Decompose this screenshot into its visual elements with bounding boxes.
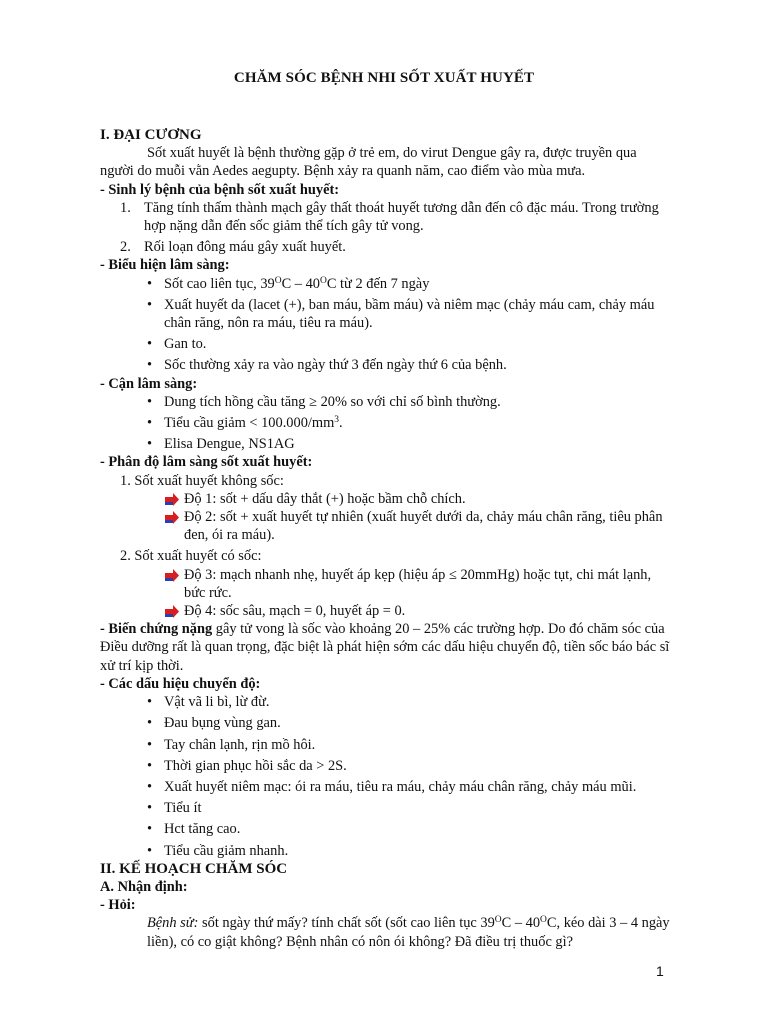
history-paragraph: Bệnh sử: sốt ngày thứ mấy? tính chất sốt (sốt cao liên tục $39^OC - 40^OC$, kéo dài 3 – 4 ngày liền), có co giật không? Bệnh nhân có nôn ói không? Đã điều trị thuốc gì? [147, 915, 670, 950]
bullet-icon: • [147, 800, 153, 817]
bullet-icon: • [147, 842, 153, 859]
bullet-icon: • [147, 694, 153, 711]
bullet-text: Thời gian phục hồi sắc da > 2S. [164, 757, 347, 774]
document-body [100, 126, 670, 951]
history-label: Bệnh sử: [147, 915, 199, 932]
bullet-item [100, 820, 670, 838]
bullet-item [100, 356, 670, 374]
bullet-item [100, 296, 670, 332]
item-number: 1. [120, 199, 131, 216]
bullet-text: Tiểu ít [164, 800, 202, 817]
numbered-item [100, 238, 670, 256]
grade-text: Độ 1: sốt + dấu dây thắt (+) hoặc bầm chỗ chích. [184, 490, 466, 507]
bullet-icon: • [147, 736, 153, 753]
arrow-icon [164, 511, 180, 524]
grade-text: Độ 4: sốc sâu, mạch = 0, huyết áp = 0. [184, 603, 406, 620]
bullet-icon: • [147, 778, 153, 795]
bullet-text: Tiểu cầu giảm nhanh. [164, 842, 289, 859]
bullet-item [100, 335, 670, 353]
item-text: Rối loạn đông máu gây xuất huyết. [144, 239, 346, 256]
bullet-text: Gan to. [164, 336, 207, 353]
bullet-text: Elisa Dengue, NS1AG [164, 436, 295, 453]
item-number: 2. [120, 239, 131, 256]
grading-group-1: 1. Sốt xuất huyết không sốc: [120, 472, 284, 489]
arrow-icon [164, 605, 180, 618]
bullet-icon: • [147, 336, 153, 353]
arrow-icon [164, 493, 180, 506]
item-text: Tăng tính thấm thành mạch gây thất thoát huyết tương dẫn đến cô đặc máu. Trong trường hợp nặng dẫn đến sốc giảm thể tích gây tử vong. [144, 199, 659, 235]
bullet-icon: • [147, 436, 153, 453]
bullet-icon: • [147, 296, 153, 313]
grade-text: Độ 2: sốt + xuất huyết tự nhiên (xuất huyết dưới da, chảy máu chân răng, tiêu phân đen, ói ra máu). [184, 509, 663, 544]
assessment-heading: A. Nhận định: [100, 878, 188, 895]
platelet-text: Tiểu cầu giảm < $100.000/mm^3$. [164, 415, 343, 432]
complication-paragraph [100, 620, 670, 675]
bullet-item [100, 757, 670, 775]
bullet-item [100, 414, 670, 432]
bullet-text: Tay chân lạnh, rịn mồ hôi. [164, 736, 316, 753]
fever-text: Sốt cao liên tục, $39^OC - 40^OC$ từ 2 đến 7 ngày [164, 275, 430, 292]
bullet-text: Hct tăng cao. [164, 821, 241, 838]
bullet-text: Vật vã li bì, lừ đừ. [164, 694, 270, 711]
bullet-item [100, 435, 670, 453]
bullet-item [100, 778, 670, 796]
lab-heading: - Cận lâm sàng: [100, 375, 198, 392]
complication-text: gây tử vong là sốc vào khoảng 20 – 25% các trường hợp. Do đó chăm sóc của Điều dưỡng rất là quan trọng, đặc biệt là phát hiện sớm các dấu hiệu chuyển độ, tiền sốc báo bác sĩ xử trí kịp thời. [100, 621, 670, 674]
bullet-item [100, 842, 670, 860]
bullet-icon: • [147, 275, 153, 292]
grading-group-2: 2. Sốt xuất huyết có sốc: [120, 548, 262, 565]
bullet-icon: • [147, 715, 153, 732]
pathophysiology-heading: - Sinh lý bệnh của bệnh sốt xuất huyết: [100, 181, 340, 198]
page-number: 1 [656, 963, 664, 979]
grade-text: Độ 3: mạch nhanh nhẹ, huyết áp kẹp (hiệu áp ≤ 20mmHg) hoặc tụt, chi mát lạnh, bức rức. [184, 566, 652, 601]
bullet-item [100, 393, 670, 411]
intro-paragraph: Sốt xuất huyết là bệnh thường gặp ở trẻ em, do virut Dengue gây ra, được truyền qua người do muỗi vằn Aedes aegupty. Bệnh xảy ra quanh năm, cao điểm vào mùa mưa. [100, 145, 637, 180]
complication-label: - Biến chứng nặng [100, 621, 213, 638]
grade-item [100, 508, 670, 544]
bullet-text: Xuất huyết da (lacet (+), ban máu, bầm máu) và niêm mạc (chảy máu cam, chảy máu chân răng, nôn ra máu, tiêu ra máu). [164, 296, 655, 332]
bullet-text: Sốc thường xảy ra vào ngày thứ 3 đến ngày thứ 6 của bệnh. [164, 357, 507, 374]
ask-heading: - Hỏi: [100, 897, 136, 914]
bullet-icon: • [147, 393, 153, 410]
bullet-icon: • [147, 821, 153, 838]
signs-heading: - Các dấu hiệu chuyển độ: [100, 675, 261, 692]
bullet-item [100, 799, 670, 817]
bullet-icon: • [147, 415, 153, 432]
numbered-item [100, 199, 670, 235]
bullet-item [100, 736, 670, 754]
grade-item [100, 566, 670, 602]
bullet-item [100, 275, 670, 293]
arrow-icon [164, 569, 180, 582]
grade-item [100, 602, 670, 620]
bullet-item [100, 714, 670, 732]
bullet-icon: • [147, 357, 153, 374]
bullet-icon: • [147, 757, 153, 774]
clinical-heading: - Biểu hiện lâm sàng: [100, 257, 230, 274]
bullet-text: Xuất huyết niêm mạc: ói ra máu, tiêu ra máu, chảy máu chân răng, chảy máu mũi. [164, 778, 637, 795]
section-2-heading: II. KẾ HOẠCH CHĂM SÓC [100, 860, 288, 877]
document-title: CHĂM SÓC BỆNH NHI SỐT XUẤT HUYẾT [233, 70, 535, 86]
bullet-text: Dung tích hồng cầu tăng ≥ 20% so với chỉ số bình thường. [164, 393, 501, 410]
section-1-heading: I. ĐẠI CƯƠNG [100, 127, 202, 143]
bullet-item [100, 693, 670, 711]
grading-heading: - Phân độ lâm sàng sốt xuất huyết: [100, 454, 313, 471]
grade-item [100, 490, 670, 508]
bullet-text: Đau bụng vùng gan. [164, 715, 281, 732]
